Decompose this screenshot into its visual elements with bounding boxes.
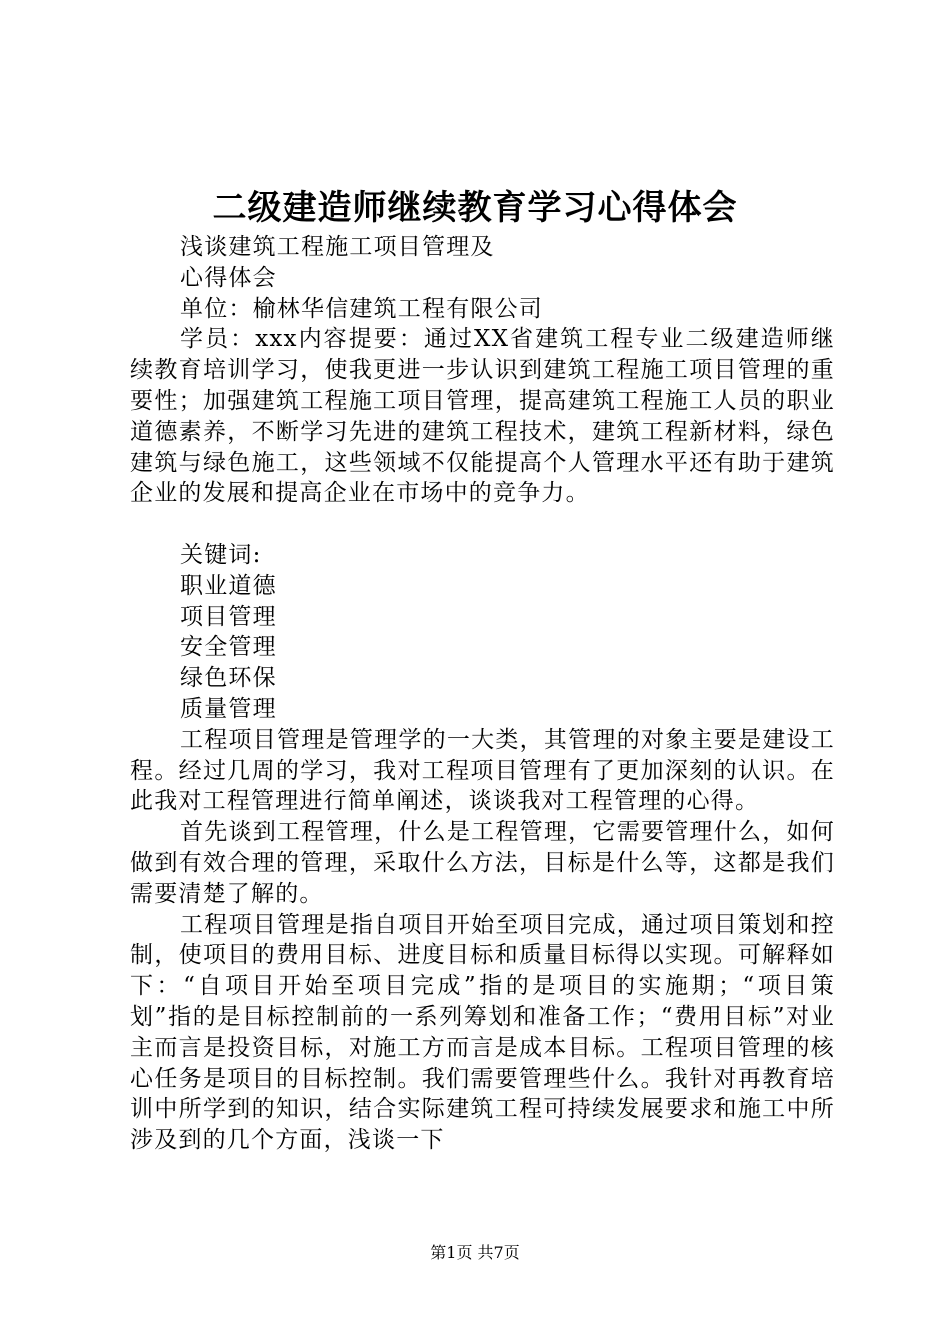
keyword-item: 职业道德: [180, 572, 277, 599]
keywords-label: 关键词:: [180, 541, 262, 568]
body-paragraph-1: 工程项目管理是管理学的一大类，其管理的对象主要是建设工程。经过几周的学习，我对工程项目管理有了更加深刻的认识。在此我对工程管理进行简单阐述，谈谈我对工程管理的心得。: [130, 726, 835, 815]
page-footer: 第1页 共7页: [430, 1243, 520, 1262]
spacer: [130, 509, 835, 540]
subtitle-line-1: 浅谈建筑工程施工项目管理及: [180, 234, 495, 260]
body-paragraph-2: 首先谈到工程管理，什么是工程管理，它需要管理什么，如何做到有效合理的管理，采取什么方法，目标是什么等，这都是我们需要清楚了解的。: [130, 819, 835, 907]
keyword-item: 安全管理: [180, 634, 277, 661]
keyword-item: 绿色环保: [180, 665, 277, 692]
subtitle-line-2: 心得体会: [180, 264, 277, 291]
document-body: [130, 232, 835, 1156]
abstract-paragraph: 学员：xxx内容提要：通过XX省建筑工程专业二级建造师继续教育培训学习，使我更进一步认识到建筑工程施工项目管理的重要性；加强建筑工程施工项目管理，提高建筑工程施工人员的职业道德素养，不断学习先进的建筑工程技术，建筑工程新材料，绿色建筑与绿色施工，这些领域不仅能提高个人管理水平还有助于建筑企业的发展和提高企业在市场中的竞争力。: [130, 326, 835, 507]
unit-line: 单位：榆林华信建筑工程有限公司: [180, 295, 543, 322]
document-title: 二级建造师继续教育学习心得体会: [212, 188, 738, 228]
keyword-item: 质量管理: [180, 695, 277, 722]
body-paragraph-3: 工程项目管理是指自项目开始至项目完成，通过项目策划和控制，使项目的费用目标、进度目标和质量目标得以实现。可解释如下：“自项目开始至项目完成”指的是项目的实施期；“项目策划”指的是目标控制前的一系列筹划和准备工作；“费用目标”对业主而言是投资目标，对施工方而言是成本目标。工程项目管理的核心任务是项目的目标控制。我们需要管理些什么。我针对再教育培训中所学到的知识，结合实际建筑工程可持续发展要求和施工中所涉及到的几个方面，浅谈一下: [130, 911, 835, 1154]
keyword-item: 项目管理: [180, 603, 277, 630]
